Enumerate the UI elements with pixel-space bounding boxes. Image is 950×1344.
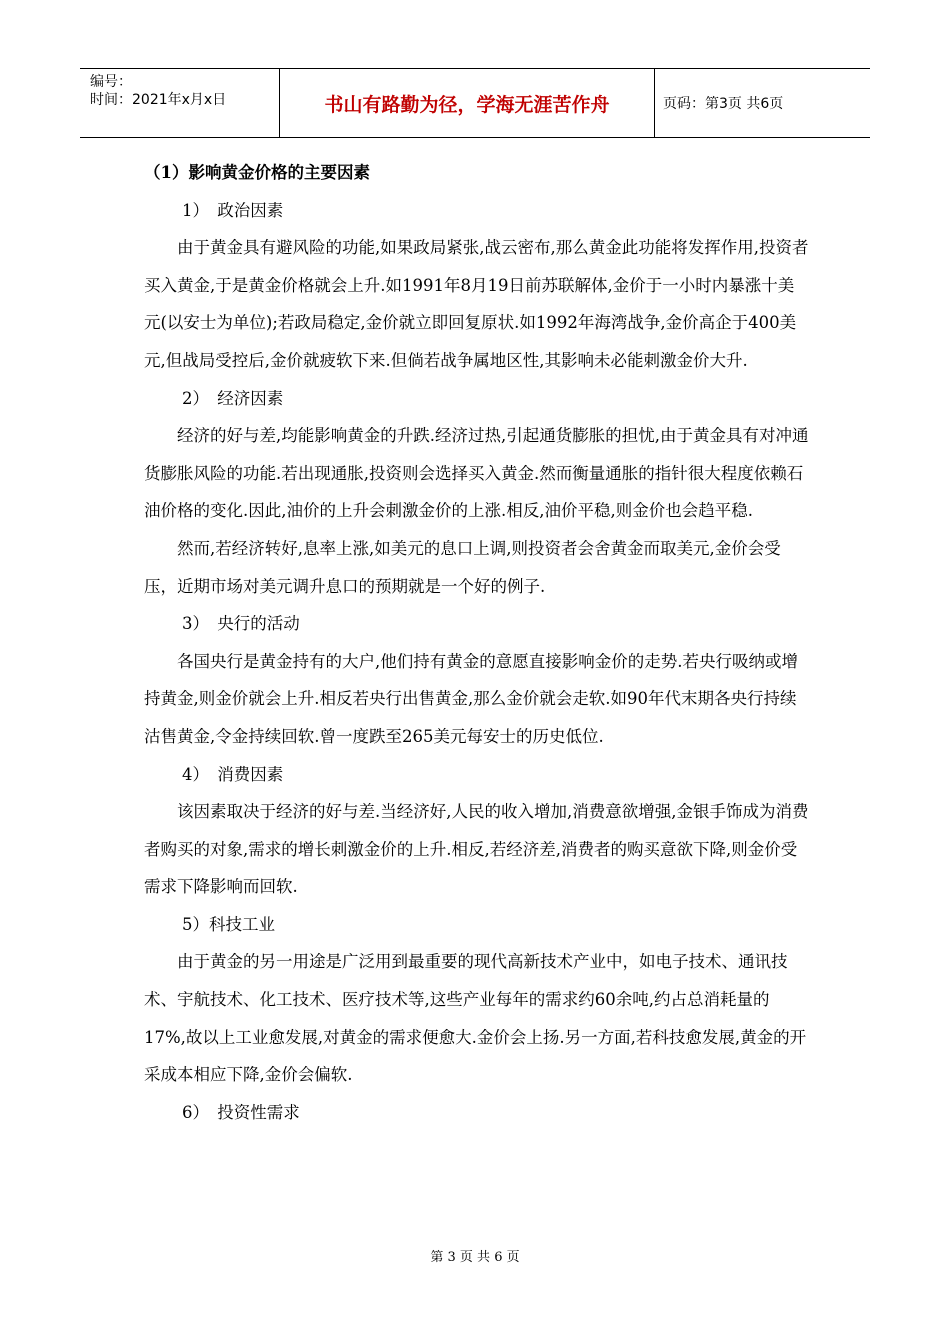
heading-political-factors: 1） 政治因素 <box>182 200 284 220</box>
heading-investment-demand: 6） 投资性需求 <box>182 1102 300 1122</box>
heading-technology-industry: 5）科技工业 <box>182 914 275 934</box>
paragraph-central-bank: 各国央行是黄金持有的大户,他们持有黄金的意愿直接影响金价的走势.若央行吸纳或增持黄金,则金价就会上升.相反若央行出售黄金,那么金价就会走软.如90年代末期各央行持续沽售黄金,令金持续回软.曾一度跌至265美元每安士的历史低位. <box>144 651 798 746</box>
heading-economic-factors: 2） 经济因素 <box>182 388 284 408</box>
page-footer: 第 3 页 共 6 页 <box>430 1250 520 1265</box>
header-motto: 书山有路勤为径，学海无涯苦作舟 <box>280 69 655 137</box>
heading-central-bank: 3） 央行的活动 <box>182 614 300 634</box>
heading-consumption: 4） 消费因素 <box>182 764 284 784</box>
section-title: （1）影响黄金价格的主要因素 <box>144 163 370 182</box>
paragraph-consumption: 该因素取决于经济的好与差.当经济好,人民的收入增加,消费意欲增强,金银手饰成为消费者购买的对象,需求的增长刺激金价的上升.相反,若经济差,消费者的购买意欲下降,则金价受需求下降影响而回软. <box>144 802 809 897</box>
header-page-info: 页码：第3页 共6页 <box>663 96 784 112</box>
paragraph-political: 由于黄金具有避风险的功能,如果政局紧张,战云密布,那么黄金此功能将发挥作用,投资者买入黄金,于是黄金价格就会上升.如1991年8月19日前苏联解体,金价于一小时内暴涨十美元(以安士为单位);若政局稳定,金价就立即回复原状.如1992年海湾战争,金价高企于400美元,但战局受控后,金价就疲软下来.但倘若战争属地区性,其影响未必能刺激金价大升. <box>144 238 809 370</box>
header-meta <box>80 69 280 137</box>
paragraph-economic-1: 经济的好与差,均能影响黄金的升跌.经济过热,引起通货膨胀的担忧,由于黄金具有对冲通货膨胀风险的功能.若出现通胀,投资则会选择买入黄金.然而衡量通胀的指针很大程度依赖石油价格的变化.因此,油价的上升会刺激金价的上涨.相反,油价平稳,则金价也会趋平稳. <box>144 426 809 521</box>
paragraph-economic-2: 然而,若经济转好,息率上涨,如美元的息口上调,则投资者会舍黄金而取美元,金价会受压，近期市场对美元调升息口的预期就是一个好的例子. <box>144 538 781 596</box>
document-date: 时间：2021年x月x日 <box>90 92 227 108</box>
page-header <box>80 68 870 138</box>
document-body <box>144 154 810 1131</box>
paragraph-technology: 由于黄金的另一用途是广泛用到最重要的现代高新技术产业中，如电子技术、通讯技术、宇航技术、化工技术、医疗技术等,这些产业每年的需求约60余吨,约占总消耗量的17%,故以上工业愈发展,对黄金的需求便愈大.金价会上扬.另一方面,若科技愈发展,黄金的开采成本相应下降,金价会偏软. <box>144 952 807 1085</box>
document-number-label: 编号： <box>90 74 132 90</box>
